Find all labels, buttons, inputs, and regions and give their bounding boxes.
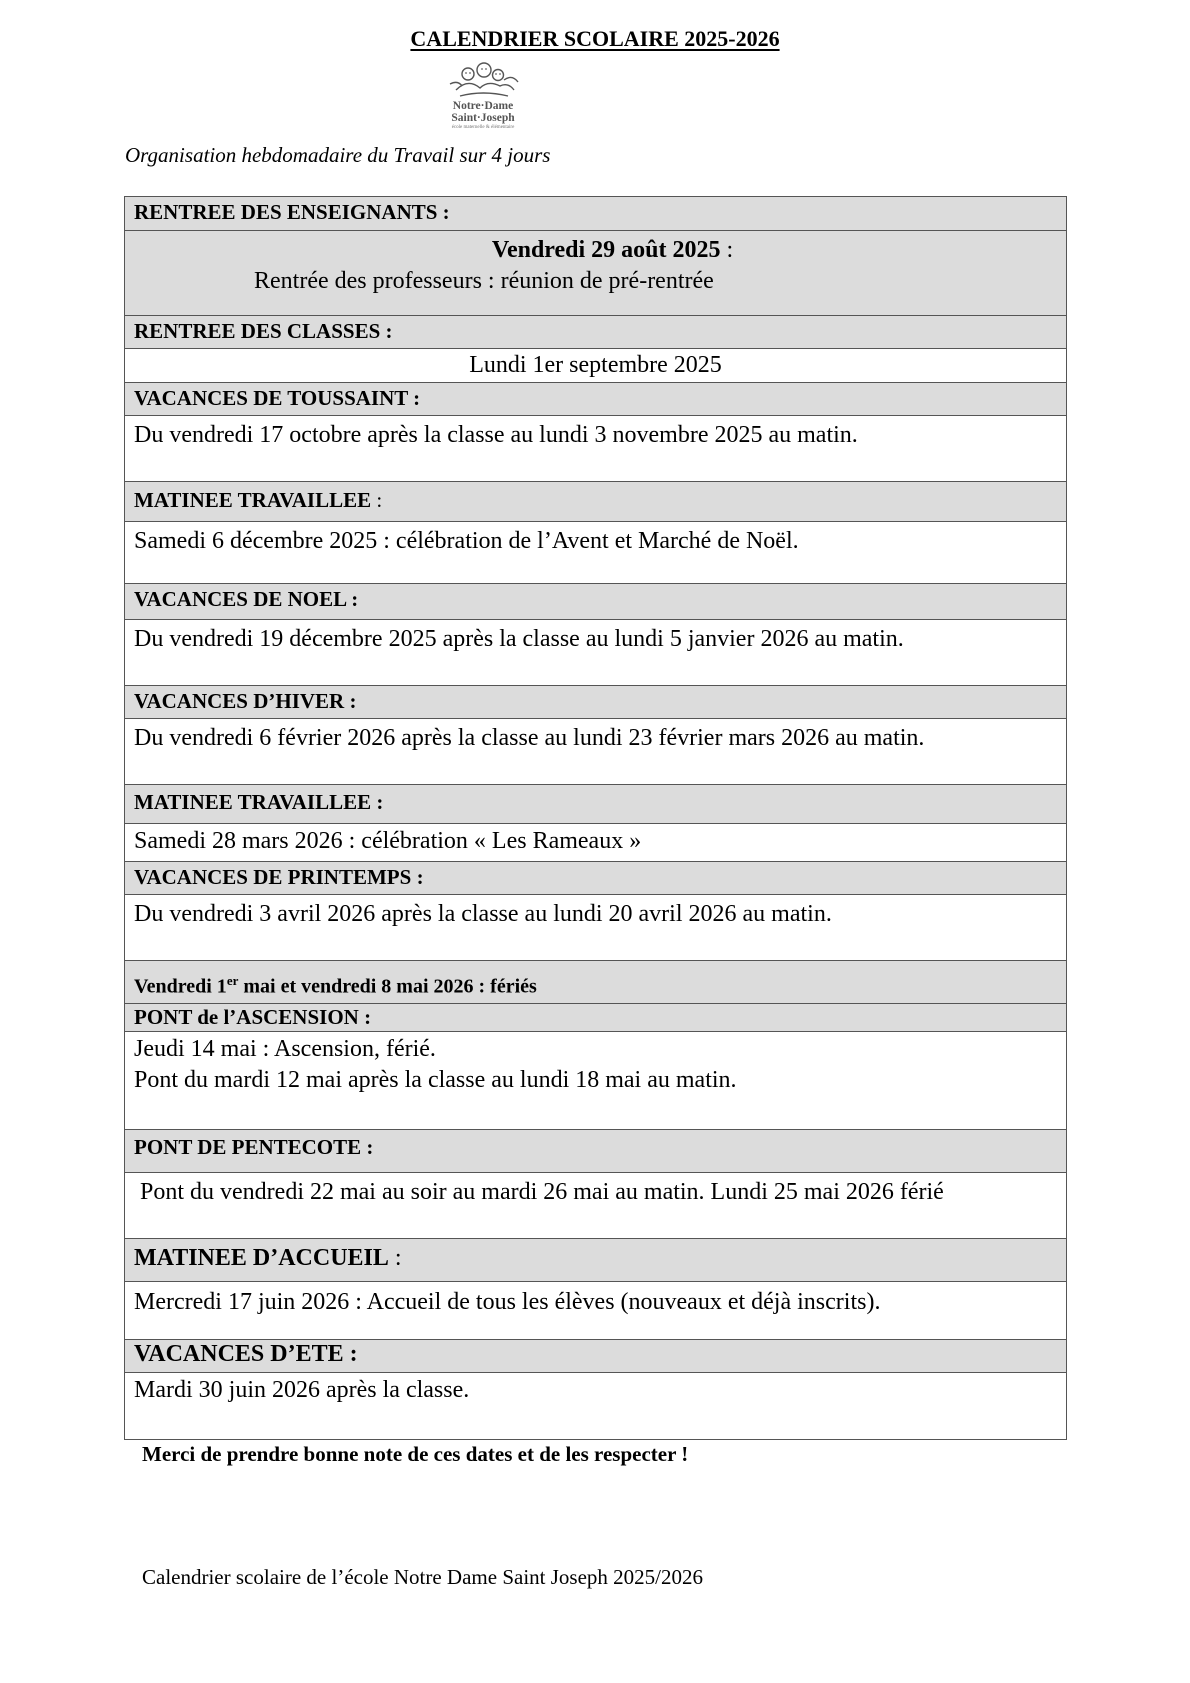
ascension-line2: Pont du mardi 12 mai après la classe au lundi 18 mai au matin.	[134, 1067, 737, 1093]
section-body-ascension	[125, 1032, 1066, 1130]
pentecote-text: Pont du vendredi 22 mai au soir au mardi 26 mai au matin. Lundi 25 mai 2026 férié	[134, 1179, 944, 1205]
rentree-enseignants-date-text: Vendredi 29 août 2025	[491, 237, 721, 263]
footer-note: Merci de prendre bonne note de ces dates et de les respecter !	[142, 1442, 689, 1466]
section-header-rentree-classes	[125, 316, 1066, 349]
rentree-enseignants-description: Rentrée des professeurs : réunion de pré-rentrée	[254, 268, 714, 294]
calendar-table	[124, 196, 1067, 1440]
section-label: MATINEE TRAVAILLEE	[134, 488, 372, 512]
section-header-mai-feries	[125, 961, 1066, 1004]
hiver-text: Du vendredi 6 février 2026 après la classe au lundi 23 février mars 2026 au matin.	[134, 725, 925, 751]
page-footer: Calendrier scolaire de l’école Notre Dame Saint Joseph 2025/2026	[142, 1565, 703, 1589]
section-header-matinee-accueil	[125, 1239, 1066, 1282]
ete-text: Mardi 30 juin 2026 après la classe.	[134, 1377, 470, 1403]
ascension-line1: Jeudi 14 mai : Ascension, férié.	[134, 1036, 436, 1062]
section-body-toussaint	[125, 416, 1066, 482]
school-logo	[438, 60, 528, 134]
section-label: PONT de l’ASCENSION :	[134, 1005, 372, 1029]
page-subtitle: Organisation hebdomadaire du Travail sur 4 jours	[125, 143, 551, 167]
section-header-pentecote	[125, 1130, 1066, 1173]
matinee-rameaux-text: Samedi 28 mars 2026 : célébration « Les Rameaux »	[134, 828, 642, 854]
mai-feries-sup: er	[226, 973, 239, 988]
rentree-enseignants-date	[134, 235, 1057, 266]
section-header-matinee-rameaux	[125, 785, 1066, 824]
toussaint-text: Du vendredi 17 octobre après la classe au lundi 3 novembre 2025 au matin.	[134, 422, 858, 448]
section-body-ete	[125, 1373, 1066, 1439]
section-body-matinee-avent	[125, 522, 1066, 584]
section-label-suffix: :	[388, 1245, 402, 1271]
rentree-enseignants-date-suffix: :	[720, 237, 734, 263]
section-body-printemps	[125, 895, 1066, 961]
section-body-noel	[125, 620, 1066, 686]
section-label: RENTREE DES ENSEIGNANTS :	[134, 200, 450, 224]
section-body-rentree-classes	[125, 349, 1066, 383]
section-body-pentecote	[125, 1173, 1066, 1239]
section-header-ete	[125, 1340, 1066, 1373]
mai-feries-suffix: mai et vendredi 8 mai 2026 : fériés	[238, 975, 537, 998]
section-body-hiver	[125, 719, 1066, 785]
school-logo-drawing	[438, 60, 528, 100]
printemps-text: Du vendredi 3 avril 2026 après la classe au lundi 20 avril 2026 au matin.	[134, 901, 832, 927]
mai-feries-prefix: Vendredi 1	[134, 975, 227, 998]
matinee-accueil-text: Mercredi 17 juin 2026 : Accueil de tous les élèves (nouveaux et déjà inscrits).	[134, 1289, 881, 1315]
section-body-matinee-accueil	[125, 1282, 1066, 1340]
section-label: VACANCES D’HIVER :	[134, 689, 357, 713]
section-label: PONT DE PENTECOTE :	[134, 1135, 374, 1159]
section-label: MATINEE TRAVAILLEE :	[134, 790, 384, 814]
section-label: VACANCES D’ETE :	[134, 1341, 358, 1367]
section-label: VACANCES DE TOUSSAINT :	[134, 386, 421, 410]
section-header-ascension	[125, 1004, 1066, 1032]
logo-line-ecole: école maternelle & élémentaire	[451, 125, 515, 130]
logo-line-saint-joseph: Saint·Joseph	[451, 112, 515, 124]
section-body-matinee-rameaux	[125, 824, 1066, 862]
section-header-printemps	[125, 862, 1066, 895]
section-header-toussaint	[125, 383, 1066, 416]
logo-line-notre-dame: Notre·Dame	[452, 100, 514, 112]
section-header-noel	[125, 584, 1066, 620]
section-label: VACANCES DE PRINTEMPS :	[134, 865, 424, 889]
noel-text: Du vendredi 19 décembre 2025 après la classe au lundi 5 janvier 2026 au matin.	[134, 626, 904, 652]
section-header-hiver	[125, 686, 1066, 719]
page-title	[0, 26, 1190, 52]
section-label-suffix: :	[371, 488, 383, 512]
page-title-text: CALENDRIER SCOLAIRE 2025-2026	[410, 26, 780, 51]
matinee-avent-text: Samedi 6 décembre 2025 : célébration de l’Avent et Marché de Noël.	[134, 528, 799, 554]
section-header-matinee-avent	[125, 482, 1066, 522]
section-label: VACANCES DE NOEL :	[134, 587, 359, 611]
section-label: RENTREE DES CLASSES :	[134, 319, 393, 343]
section-body-rentree-enseignants	[125, 231, 1066, 316]
rentree-classes-text: Lundi 1er septembre 2025	[469, 352, 722, 378]
section-header-rentree-enseignants	[125, 197, 1066, 231]
section-label: MATINEE D’ACCUEIL	[134, 1245, 389, 1271]
